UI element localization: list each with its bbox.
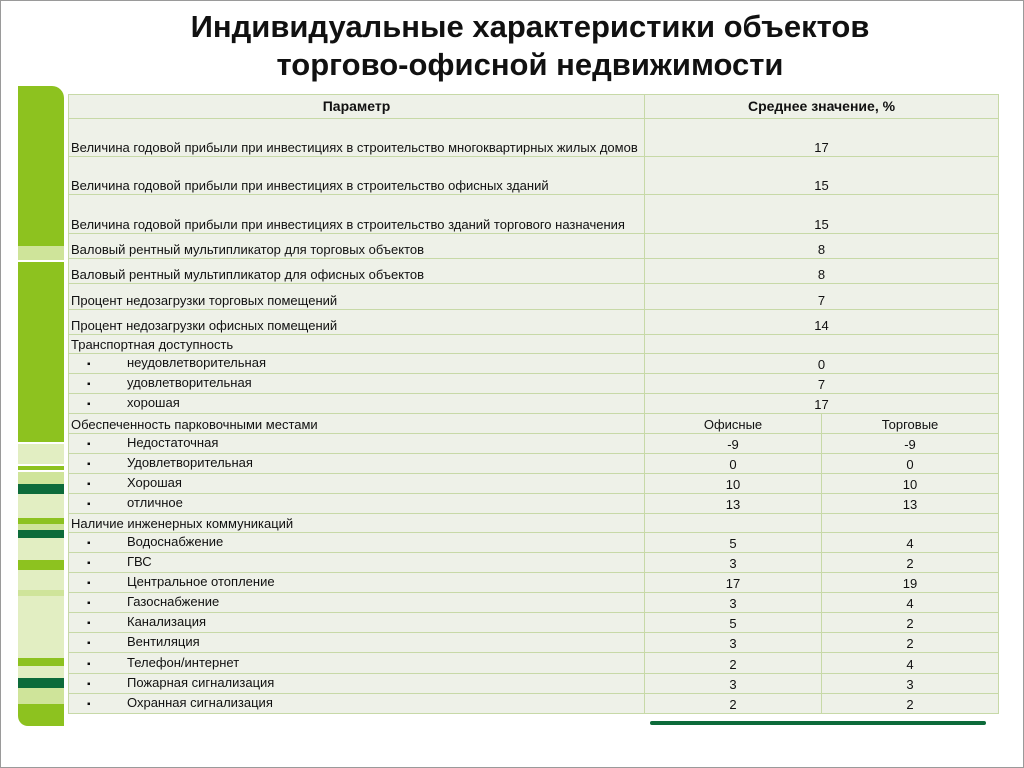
bullet-item xyxy=(69,374,645,394)
retail-value: 0 xyxy=(822,454,999,474)
bullet-icon: ▪ xyxy=(87,659,91,670)
office-value-empty xyxy=(645,514,822,533)
table-row xyxy=(69,494,999,514)
table-row xyxy=(69,374,999,394)
table-header-row xyxy=(69,95,999,119)
row-value: 15 xyxy=(645,195,999,234)
bullet-item xyxy=(69,553,645,573)
item-label: ГВС xyxy=(127,554,152,569)
bullet-item xyxy=(69,653,645,674)
section-transport-row xyxy=(69,335,999,354)
characteristics-table xyxy=(68,94,999,714)
office-value: 3 xyxy=(645,553,822,573)
office-value: 2 xyxy=(645,653,822,674)
row-value: 8 xyxy=(645,259,999,284)
office-value: 3 xyxy=(645,593,822,613)
bullet-item xyxy=(69,434,645,454)
retail-value: 2 xyxy=(822,694,999,714)
title-line-1: Индивидуальные характеристики объектов xyxy=(190,9,870,44)
row-value: 0 xyxy=(645,354,999,374)
item-label: Центральное отопление xyxy=(127,574,275,589)
table-row xyxy=(69,633,999,653)
col-header-retail: Торговые xyxy=(822,414,999,434)
retail-value: 2 xyxy=(822,633,999,653)
office-value: 10 xyxy=(645,474,822,494)
retail-value: 19 xyxy=(822,573,999,593)
retail-value: 2 xyxy=(822,613,999,633)
row-value: 17 xyxy=(645,394,999,414)
row-label: Валовый рентный мультипликатор для офисных объектов xyxy=(69,259,645,284)
row-label: Величина годовой прибыли при инвестициях в строительство офисных зданий xyxy=(69,157,645,195)
row-label: Процент недозагрузки офисных помещений xyxy=(69,310,645,335)
table-row xyxy=(69,354,999,374)
bullet-icon: ▪ xyxy=(87,578,91,589)
item-label: Вентиляция xyxy=(127,634,200,649)
table-row xyxy=(69,593,999,613)
row-label: Валовый рентный мультипликатор для торговых объектов xyxy=(69,234,645,259)
office-value: 3 xyxy=(645,674,822,694)
section-label: Наличие инженерных коммуникаций xyxy=(69,514,645,533)
office-value: 17 xyxy=(645,573,822,593)
item-label: Охранная сигнализация xyxy=(127,695,273,710)
item-label: Пожарная сигнализация xyxy=(127,675,275,690)
office-value: 5 xyxy=(645,533,822,553)
table-row xyxy=(69,195,999,234)
item-label: Недостаточная xyxy=(127,435,219,450)
item-label: Телефон/интернет xyxy=(127,655,240,670)
table-row xyxy=(69,234,999,259)
bullet-icon: ▪ xyxy=(87,459,91,470)
office-value: -9 xyxy=(645,434,822,454)
bullet-icon: ▪ xyxy=(87,699,91,710)
row-value-empty xyxy=(645,335,999,354)
row-value: 7 xyxy=(645,284,999,310)
bullet-item xyxy=(69,454,645,474)
table-row xyxy=(69,613,999,633)
retail-value: 4 xyxy=(822,593,999,613)
bullet-icon: ▪ xyxy=(87,359,91,370)
section-label: Обеспеченность парковочными местами xyxy=(69,414,645,434)
item-label: Хорошая xyxy=(127,475,182,490)
item-label: хорошая xyxy=(127,395,180,410)
row-value: 17 xyxy=(645,119,999,157)
row-value: 7 xyxy=(645,374,999,394)
table-row xyxy=(69,573,999,593)
bullet-icon: ▪ xyxy=(87,679,91,690)
bullet-item xyxy=(69,613,645,633)
header-parameter: Параметр xyxy=(69,95,645,119)
table-row xyxy=(69,474,999,494)
bullet-item xyxy=(69,494,645,514)
retail-value-empty xyxy=(822,514,999,533)
retail-value: 10 xyxy=(822,474,999,494)
bullet-icon: ▪ xyxy=(87,558,91,569)
bullet-icon: ▪ xyxy=(87,399,91,410)
table-row xyxy=(69,394,999,414)
retail-value: 2 xyxy=(822,553,999,573)
row-value: 8 xyxy=(645,234,999,259)
office-value: 5 xyxy=(645,613,822,633)
table-row xyxy=(69,694,999,714)
bullet-item xyxy=(69,633,645,653)
row-value: 15 xyxy=(645,157,999,195)
retail-value: 3 xyxy=(822,674,999,694)
table-row xyxy=(69,674,999,694)
bullet-item xyxy=(69,533,645,553)
office-value: 2 xyxy=(645,694,822,714)
table-row xyxy=(69,533,999,553)
bullet-icon: ▪ xyxy=(87,439,91,450)
retail-value: 13 xyxy=(822,494,999,514)
section-utilities-row xyxy=(69,514,999,533)
row-label: Величина годовой прибыли при инвестициях в строительство зданий торгового назначения xyxy=(69,195,645,234)
bullet-item xyxy=(69,394,645,414)
item-label: Канализация xyxy=(127,614,206,629)
table-row xyxy=(69,553,999,573)
bullet-item xyxy=(69,593,645,613)
table-row xyxy=(69,653,999,674)
office-value: 13 xyxy=(645,494,822,514)
bullet-icon: ▪ xyxy=(87,618,91,629)
item-label: Газоснабжение xyxy=(127,594,220,609)
bullet-item xyxy=(69,354,645,374)
table-row xyxy=(69,434,999,454)
item-label: удовлетворительная xyxy=(127,375,252,390)
title-line-2: торгово-офисной недвижимости xyxy=(276,47,784,82)
bullet-icon: ▪ xyxy=(87,379,91,390)
table-row xyxy=(69,157,999,195)
table-row xyxy=(69,310,999,335)
office-value: 3 xyxy=(645,633,822,653)
retail-value: -9 xyxy=(822,434,999,454)
bullet-item xyxy=(69,694,645,714)
row-label: Величина годовой прибыли при инвестициях в строительство многоквартирных жилых домов xyxy=(69,119,645,157)
bullet-icon: ▪ xyxy=(87,538,91,549)
table-row xyxy=(69,284,999,310)
item-label: отличное xyxy=(127,495,183,510)
bullet-item xyxy=(69,474,645,494)
footer-divider-line xyxy=(650,721,986,725)
section-label: Транспортная доступность xyxy=(69,335,645,354)
bullet-icon: ▪ xyxy=(87,638,91,649)
item-label: неудовлетворительная xyxy=(127,355,266,370)
bullet-icon: ▪ xyxy=(87,499,91,510)
table-row xyxy=(69,454,999,474)
retail-value: 4 xyxy=(822,533,999,553)
header-mean-value: Среднее значение, % xyxy=(645,95,999,119)
bullet-item xyxy=(69,573,645,593)
bullet-item xyxy=(69,674,645,694)
col-header-office: Офисные xyxy=(645,414,822,434)
item-label: Водоснабжение xyxy=(127,534,224,549)
item-label: Удовлетворительная xyxy=(127,455,253,470)
bullet-icon: ▪ xyxy=(87,479,91,490)
row-value: 14 xyxy=(645,310,999,335)
retail-value: 4 xyxy=(822,653,999,674)
slide-title xyxy=(140,8,920,84)
row-label: Процент недозагрузки торговых помещений xyxy=(69,284,645,310)
section-parking-row xyxy=(69,414,999,434)
office-value: 0 xyxy=(645,454,822,474)
decorative-stripe-bar xyxy=(18,86,64,726)
bullet-icon: ▪ xyxy=(87,598,91,609)
table-row xyxy=(69,259,999,284)
table-row xyxy=(69,119,999,157)
